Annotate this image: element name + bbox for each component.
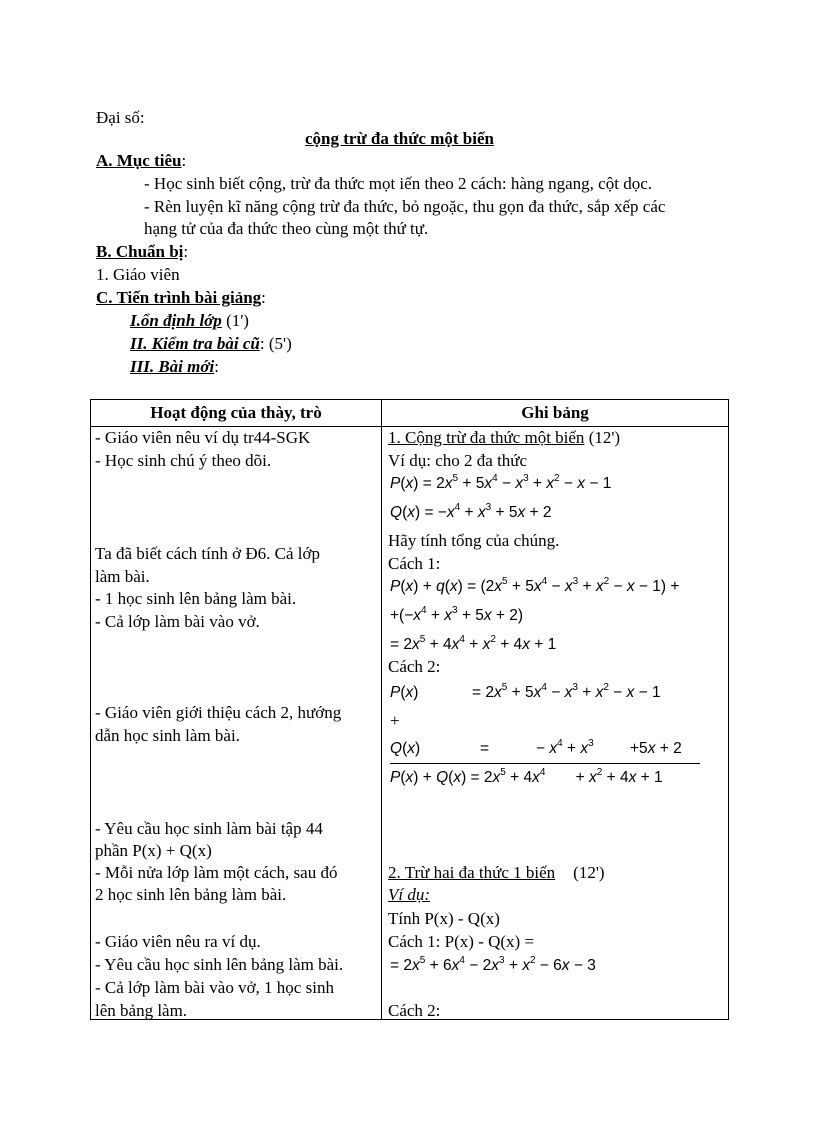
left-line-4: làm bài. (95, 567, 150, 586)
left-line-12: 2 học sinh lên bảng làm bài. (95, 885, 287, 904)
header-board: Ghi bảng (382, 400, 729, 427)
section-a-title: A. Mục tiêu (96, 151, 182, 170)
column-plus-sign: + (390, 711, 400, 730)
left-line-13: - Giáo viên nêu ra ví dụ. (95, 932, 261, 951)
left-line-5: - 1 học sinh lên bảng làm bài. (95, 589, 297, 608)
column-q-rest: +5x + 2 (630, 740, 682, 757)
left-line-16: lên bảng làm. (95, 1001, 188, 1020)
example-2-label: Ví dụ: (388, 885, 431, 904)
method-2-sub-label: Cách 2: (388, 1001, 441, 1020)
board-cell (382, 427, 729, 1020)
objective-line-1: - Học sinh biết cộng, trừ đa thức mọt iến theo 2 cách: hàng ngang, cột dọc. (144, 174, 652, 193)
column-divider (390, 763, 700, 764)
activities-cell (91, 427, 382, 1020)
section-c-heading (96, 288, 266, 308)
left-line-3: Ta đã biết cách tính ở Đ6. Cả lớp (95, 544, 320, 563)
section-a-heading (96, 151, 186, 171)
left-line-1: - Giáo viên nêu ví dụ tr44-SGK (95, 428, 311, 447)
method-1-sub-label: Cách 1: P(x) - Q(x) = (388, 932, 535, 951)
section-b-heading (96, 242, 188, 262)
example-line: Ví dụ: cho 2 đa thức (388, 451, 528, 470)
section-1-title: 1. Cộng trừ đa thức một biến (388, 428, 585, 447)
lesson-table (90, 399, 729, 1020)
column-sum-result: $P(x) + Q(x) = 2x^5 + 4x^4$ + $x^2 + 4x + 1$ (390, 767, 663, 786)
column-p-name: P(x) (390, 684, 419, 701)
prep-item-teacher: 1. Giáo viên (96, 265, 180, 284)
section-1-time: (12') (584, 428, 621, 447)
step-3-label: III. Bài mới (130, 357, 215, 376)
column-q-name: Q(x) (390, 740, 421, 757)
left-line-8: dẫn học sinh làm bài. (95, 726, 240, 745)
section-2-time: (12') (573, 863, 605, 882)
section-c-title: C. Tiến trình bài giảng (96, 288, 262, 307)
step-1-label: I.ổn định lớp (130, 311, 222, 330)
formula-p: $P(x) = 2x^5 + 5x^4 - x^3 + x^2 - x - 1$ (390, 473, 612, 492)
section-2-title: 2. Trừ hai đa thức 1 biến (388, 863, 556, 882)
left-line-14: - Yêu cầu học sinh lên bảng làm bài. (95, 955, 344, 974)
compute-line: Tính P(x) - Q(x) (388, 909, 500, 928)
section-1-heading (388, 428, 620, 448)
method-1-label: Cách 1: (388, 554, 441, 573)
step-1 (130, 311, 249, 331)
formula-diff-result: = $2x^5 + 6x^4 - 2x^3 + x^2 - 6x - 3$ (390, 955, 596, 974)
method-2-label: Cách 2: (388, 657, 441, 676)
left-line-10: phần P(x) + Q(x) (95, 841, 212, 860)
step-1-suffix: (1') (221, 311, 249, 330)
lesson-title: cộng trừ đa thức một biến (305, 129, 494, 148)
formula-sum-1: $P(x) + q(x) = (2x^5 + 5x^4 - x^3 + x^2 - x - 1)$ + (390, 576, 680, 595)
section-c-colon: : (261, 288, 266, 307)
step-3-suffix: : (214, 357, 219, 376)
formula-sum-result: = $2x^5 + 4x^4 + x^2 + 4x + 1$ (390, 634, 557, 653)
column-q-eq: = (480, 740, 490, 757)
section-2-heading (388, 863, 605, 883)
step-2-suffix: : (5') (259, 334, 292, 353)
left-line-11: - Mỗi nửa lớp làm một cách, sau đó (95, 863, 338, 882)
step-2 (130, 334, 292, 354)
section-b-title: B. Chuẩn bị (96, 242, 184, 261)
header-activities: Hoạt động của thày, trò (91, 400, 382, 427)
objective-line-2: - Rèn luyện kĩ năng cộng trừ đa thức, bỏ ngoặc, thu gọn đa thức, sắp xếp các (144, 197, 666, 216)
left-line-6: - Cả lớp làm bài vào vở. (95, 612, 260, 631)
left-line-2: - Học sinh chú ý theo dõi. (95, 451, 272, 470)
section-b-colon: : (183, 242, 189, 261)
subject-label: Đại số: (96, 108, 145, 127)
ask-sum-line: Hãy tính tổng của chúng. (388, 531, 560, 550)
column-p-expr: = $2x^5 + 5x^4 - x^3 + x^2 - x - 1$ (472, 682, 661, 701)
formula-sum-2: $+(-x^4 + x^3 + 5x + 2)$ (390, 605, 524, 624)
left-line-7: - Giáo viên giới thiệu cách 2, hướng (95, 703, 342, 722)
section-a-colon: : (181, 151, 187, 170)
left-line-9: - Yêu cầu học sinh làm bài tập 44 (95, 819, 323, 838)
step-3 (130, 357, 219, 377)
column-q-x4: − $x^4 + x^3$ (536, 738, 594, 757)
step-2-label: II. Kiểm tra bài cũ (130, 334, 260, 353)
objective-line-3: hạng tử của đa thức theo cùng một thứ tự. (144, 219, 429, 238)
formula-q: $Q(x) = -x^4 + x^3 + 5x + 2$ (390, 502, 552, 521)
left-line-15: - Cả lớp làm bài vào vở, 1 học sinh (95, 978, 334, 997)
